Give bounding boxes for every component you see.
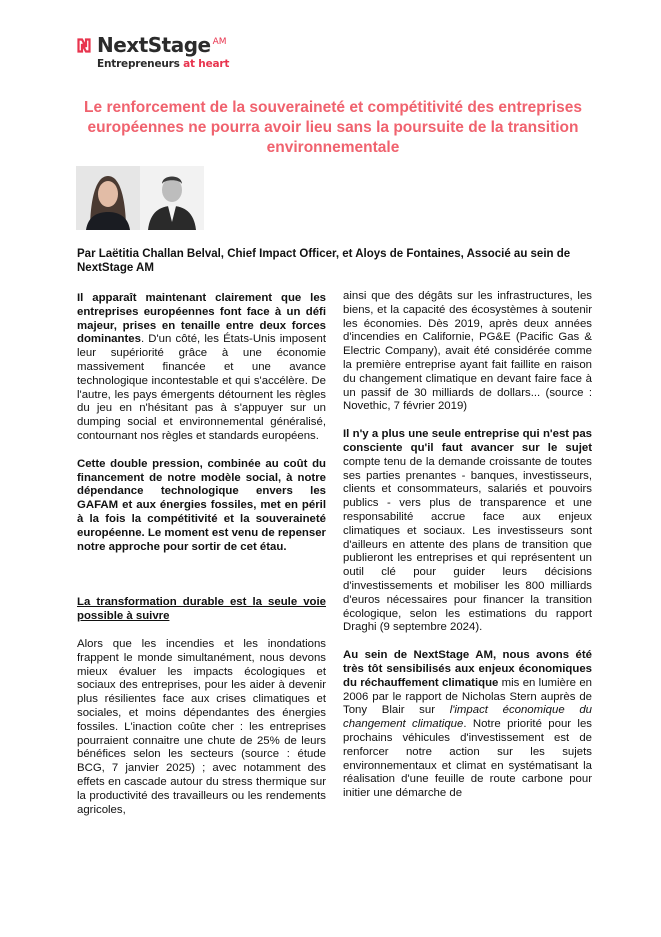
right-p3-italic: l'impact économique du changement climatique: [343, 704, 593, 731]
author-photo-woman: [76, 166, 140, 230]
right-p2-text: compte tenu de la demande croissante de toutes ses parties prenantes - banques, investisseurs, clients et consommateurs, salariés et pouvoirs publics - vers plus de transparence et une responsabilité accrue face aux enjeux climatiques et sociaux. Les investisseurs sont d'ailleurs en attente des plans de transition que publieront les entreprises et qui représentent un outil clé pour guider leurs décisions d'investissements et mobiliser les 800 milliards d'euros nécessaires pour financer la transition écologique, selon les estimations du rapport Draghi (9 septembre 2024).: [343, 455, 592, 634]
left-paragraph-3: Alors que les incendies et les inondations frappent le monde simultanément, nous devons mieux évaluer les impacts écologiques et sociaux des entreprises, pour les aider à devenir plus résilientes face aux crises climatiques et sociales, et moins dépendantes des énergies fossiles. L'inaction coûte cher : les entreprises pourraient connaitre une chute de 25% de leurs bénéfices selon les secteurs (source : étude BCG, 7 janvier 2025) ; avec notamment des effets en cascade autour du stress thermique sur la productivité des travailleurs ou les rendements agricoles,: [77, 637, 326, 816]
tagline-accent: at heart: [183, 58, 230, 70]
author-photos: [76, 166, 204, 230]
right-p2-bold: Il n'y a plus une seule entreprise qui n'est pas consciente qu'il faut avancer sur le sujet: [343, 428, 592, 454]
right-p3-mid: mis en lumière en 2006 par le rapport de Nicholas Stern auprès de Tony Blair sur: [343, 676, 592, 717]
nextstage-logo-icon: [77, 38, 91, 53]
article-title: Le renforcement de la souveraineté et compétitivité des entreprises européennes ne pourra avoir lieu sans la poursuite de la transition environnementale: [84, 99, 582, 156]
logo-brand-name: NextStage: [97, 33, 211, 57]
right-paragraph-3: [343, 649, 592, 801]
article-byline: Par Laëtitia Challan Belval, Chief Impact Officer, et Aloys de Fontaines, Associé au sein de NextStage AM: [77, 248, 571, 274]
right-paragraph-1: ainsi que des dégâts sur les infrastructures, les biens, et la capacité des écosystèmes à soutenir les économies. Dès 2019, après deux années d'incendies en Californie, PG&E (Pacific Gas & Electric Company), avait été considérée comme la première entreprise ayant fait faillite en raison du changement climatique en devant faire face à un passif de 30 milliards de dollars... (source : Novethic, 7 février 2019): [343, 290, 592, 413]
logo-tagline: [97, 58, 229, 70]
right-column: [343, 290, 592, 815]
intro-text: . D'un côté, les États-Unis imposent leur supériorité grâce à une économie massivement financée et une avance technologique incontestable et qui s'accélère. De l'autre, les pays émergents détournent les règles du jeu en n'hésitant pas à s'appuyer sur un dumping social et environnemental généralisé, contournant nos règles et standards européens.: [77, 333, 326, 442]
left-column: [77, 292, 326, 831]
nextstage-logo: [77, 34, 229, 70]
section-heading: La transformation durable est la seule voie possible à suivre: [77, 596, 326, 623]
tagline-main: Entrepreneurs: [97, 58, 184, 70]
right-p3-rest: . Notre priorité pour les prochains véhicules d'investissement est de renforcer notre action sur les sujets environnementaux et climat en systématisant la réalisation d'une feuille de route carbone pour initier une démarche de: [343, 718, 592, 800]
intro-bold: Il apparaît maintenant clairement que les entreprises européennes font face à un défi majeur, prises en tenaille entre deux forces dominantes: [77, 292, 326, 346]
author-photo-man: [140, 166, 204, 230]
right-p3-bold: Au sein de NextStage AM, nous avons été très tôt sensibilisés aux enjeux économiques du réchauffement climatique: [343, 649, 592, 689]
left-paragraph-2: Cette double pression, combinée au coût du financement de notre modèle social, à notre dépendance technologique envers les GAFAM et aux énergies fossiles, met en péril à la fois la compétitivité et la souveraineté européenne. Le moment est venu de repenser notre approche pour sortir de cet étau.: [77, 457, 326, 553]
right-paragraph-2: [343, 428, 592, 635]
left-paragraph-1: [77, 292, 326, 444]
logo-suffix: AM: [212, 37, 227, 47]
